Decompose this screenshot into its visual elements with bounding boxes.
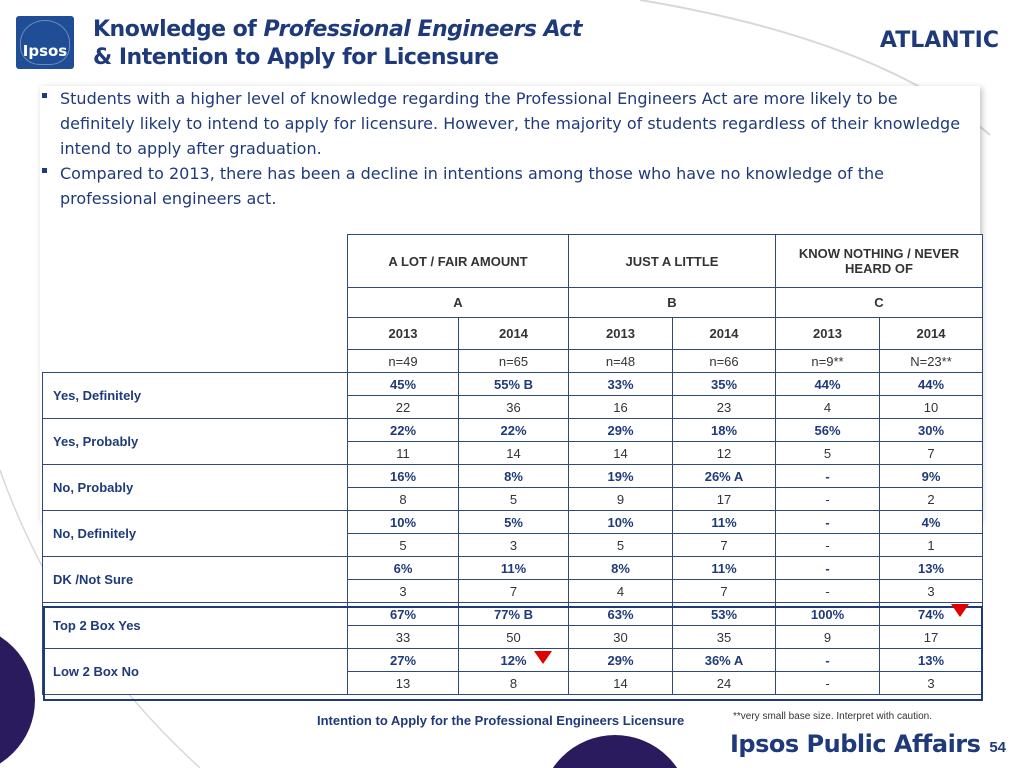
count-cell: 5: [569, 534, 673, 557]
count-cell: 7: [673, 580, 776, 603]
count-cell: 7: [459, 580, 569, 603]
group-header-a: A LOT / FAIR AMOUNT: [348, 235, 569, 288]
count-cell: 10: [880, 396, 983, 419]
base-cell: N=23**: [880, 350, 983, 373]
percent-cell: -: [776, 649, 880, 672]
count-cell: 4: [776, 396, 880, 419]
count-cell: -: [776, 534, 880, 557]
count-cell: 13: [348, 672, 459, 695]
percent-cell: 55% B: [459, 373, 569, 396]
count-cell: 11: [348, 442, 459, 465]
page-title: [93, 16, 582, 72]
count-cell: 12: [673, 442, 776, 465]
percent-cell: 27%: [348, 649, 459, 672]
percent-cell: 33%: [569, 373, 673, 396]
year-cell: 2013: [776, 318, 880, 350]
percent-cell: 8%: [569, 557, 673, 580]
decline-arrow-icon: [951, 604, 969, 617]
percent-cell: 44%: [776, 373, 880, 396]
percent-cell: 22%: [459, 419, 569, 442]
count-cell: 5: [776, 442, 880, 465]
title-line2: & Intention to Apply for Licensure: [93, 45, 499, 70]
count-cell: 50: [459, 626, 569, 649]
year-cell: 2014: [459, 318, 569, 350]
footnote: **very small base size. Interpret with caution.: [733, 711, 932, 722]
base-cell: n=66: [673, 350, 776, 373]
count-cell: 17: [673, 488, 776, 511]
count-cell: 1: [880, 534, 983, 557]
row-label: Low 2 Box No: [43, 649, 348, 695]
count-cell: 9: [569, 488, 673, 511]
ipsos-logo: [16, 16, 74, 69]
percent-cell: 36% A: [673, 649, 776, 672]
row-label: No, Definitely: [43, 511, 348, 557]
percent-cell: 53%: [673, 603, 776, 626]
percent-cell: 13%: [880, 649, 983, 672]
year-cell: 2013: [348, 318, 459, 350]
percent-cell: 19%: [569, 465, 673, 488]
year-cell: 2013: [569, 318, 673, 350]
count-cell: 22: [348, 396, 459, 419]
percent-cell: 26% A: [673, 465, 776, 488]
count-cell: 23: [673, 396, 776, 419]
percent-cell: 45%: [348, 373, 459, 396]
percent-cell: 9%: [880, 465, 983, 488]
count-cell: 3: [459, 534, 569, 557]
percent-cell: 63%: [569, 603, 673, 626]
bullet-item: Compared to 2013, there has been a decline in intentions among those who have no knowledge of the professional engineers act.: [60, 161, 980, 211]
percent-cell: 30%: [880, 419, 983, 442]
base-cell: n=65: [459, 350, 569, 373]
corner-cell: [43, 235, 348, 288]
count-cell: 14: [569, 442, 673, 465]
count-cell: 3: [348, 580, 459, 603]
count-cell: 14: [459, 442, 569, 465]
row-label: No, Probably: [43, 465, 348, 511]
count-cell: 8: [459, 672, 569, 695]
percent-cell: 100%: [776, 603, 880, 626]
bullet-item: Students with a higher level of knowledge regarding the Professional Engineers Act are more likely to be definitely likely to intend to apply for licensure. However, the majority of students regardless of their knowledge intend to apply after graduation.: [60, 86, 980, 161]
percent-cell: 67%: [348, 603, 459, 626]
percent-cell: 29%: [569, 649, 673, 672]
count-cell: 5: [459, 488, 569, 511]
count-cell: 2: [880, 488, 983, 511]
percent-cell: 16%: [348, 465, 459, 488]
group-header-b: JUST A LITTLE: [569, 235, 776, 288]
percent-cell: 4%: [880, 511, 983, 534]
percent-cell: 44%: [880, 373, 983, 396]
percent-cell: 13%: [880, 557, 983, 580]
percent-cell: 11%: [459, 557, 569, 580]
brand-wordmark: Ipsos Public Affairs: [730, 730, 981, 758]
group-letter-b: B: [569, 288, 776, 318]
count-cell: 9: [776, 626, 880, 649]
percent-cell: -: [776, 557, 880, 580]
region-label: ATLANTIC: [879, 28, 999, 53]
row-label: Yes, Probably: [43, 419, 348, 465]
corner-cell: [43, 350, 348, 373]
corner-cell: [43, 318, 348, 350]
page-number: 54: [989, 739, 1006, 756]
corner-cell: [43, 288, 348, 318]
percent-cell: 74%: [880, 603, 983, 626]
percent-cell: 22%: [348, 419, 459, 442]
percent-cell: 10%: [348, 511, 459, 534]
percent-cell: 11%: [673, 557, 776, 580]
count-cell: 16: [569, 396, 673, 419]
title-line1-b: Professional Engineers Act: [263, 17, 582, 42]
count-cell: -: [776, 580, 880, 603]
base-cell: n=9**: [776, 350, 880, 373]
percent-cell: 12%: [459, 649, 569, 672]
count-cell: 33: [348, 626, 459, 649]
count-cell: 36: [459, 396, 569, 419]
percent-cell: 35%: [673, 373, 776, 396]
count-cell: 7: [880, 442, 983, 465]
group-header-c: KNOW NOTHING / NEVER HEARD OF: [776, 235, 983, 288]
logo-text: Ipsos: [22, 42, 68, 60]
count-cell: 3: [880, 672, 983, 695]
count-cell: 4: [569, 580, 673, 603]
base-cell: n=48: [569, 350, 673, 373]
count-cell: -: [776, 672, 880, 695]
row-label: Top 2 Box Yes: [43, 603, 348, 649]
title-line1-a: Knowledge of: [93, 17, 264, 42]
decline-arrow-icon: [534, 651, 552, 664]
count-cell: 14: [569, 672, 673, 695]
results-table: [42, 234, 983, 695]
count-cell: 7: [673, 534, 776, 557]
count-cell: 24: [673, 672, 776, 695]
percent-cell: 6%: [348, 557, 459, 580]
percent-cell: 29%: [569, 419, 673, 442]
percent-cell: -: [776, 465, 880, 488]
percent-cell: -: [776, 511, 880, 534]
count-cell: 8: [348, 488, 459, 511]
row-label: Yes, Definitely: [43, 373, 348, 419]
count-cell: 3: [880, 580, 983, 603]
base-cell: n=49: [348, 350, 459, 373]
count-cell: 30: [569, 626, 673, 649]
percent-cell: 77% B: [459, 603, 569, 626]
count-cell: -: [776, 488, 880, 511]
count-cell: 35: [673, 626, 776, 649]
percent-cell: 10%: [569, 511, 673, 534]
percent-cell: 18%: [673, 419, 776, 442]
percent-cell: 5%: [459, 511, 569, 534]
group-letter-c: C: [776, 288, 983, 318]
percent-cell: 56%: [776, 419, 880, 442]
percent-cell: 8%: [459, 465, 569, 488]
count-cell: 5: [348, 534, 459, 557]
chart-caption: Intention to Apply for the Professional Engineers Licensure: [317, 713, 685, 728]
row-label: DK /Not Sure: [43, 557, 348, 603]
year-cell: 2014: [673, 318, 776, 350]
count-cell: 17: [880, 626, 983, 649]
year-cell: 2014: [880, 318, 983, 350]
group-letter-a: A: [348, 288, 569, 318]
percent-cell: 11%: [673, 511, 776, 534]
